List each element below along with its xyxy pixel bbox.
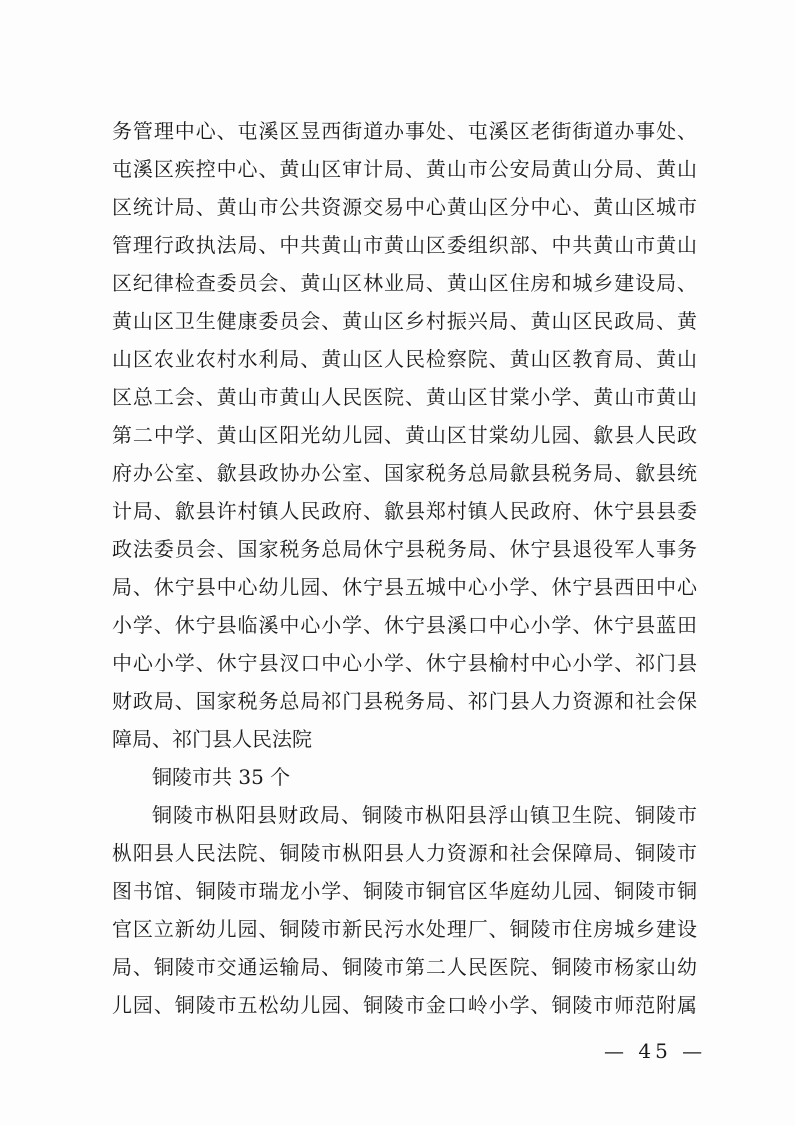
body-line: 山区农业农村水利局、黄山区人民检察院、黄山区教育局、黄山	[112, 347, 697, 371]
section-line: 图书馆、铜陵市瑞龙小学、铜陵市铜官区华庭幼儿园、铜陵市铜	[112, 879, 697, 903]
body-line: 小学、休宁县临溪中心小学、休宁县溪口中心小学、休宁县蓝田	[112, 613, 697, 637]
section-heading: 铜陵市共 35 个	[152, 765, 291, 789]
body-line: 区纪律检查委员会、黄山区林业局、黄山区住房和城乡建设局、	[112, 271, 697, 295]
body-line: 府办公室、歙县政协办公室、国家税务总局歙县税务局、歙县统	[112, 461, 697, 485]
section-line: 儿园、铜陵市五松幼儿园、铜陵市金口岭小学、铜陵市师范附属	[112, 993, 697, 1017]
body-line: 区统计局、黄山市公共资源交易中心黄山区分中心、黄山区城市	[112, 195, 697, 219]
body-line: 屯溪区疾控中心、黄山区审计局、黄山市公安局黄山分局、黄山	[112, 157, 697, 181]
body-line: 区总工会、黄山市黄山人民医院、黄山区甘棠小学、黄山市黄山	[112, 385, 697, 409]
body-line-last: 障局、祁门县人民法院	[112, 727, 312, 751]
body-line: 第二中学、黄山区阳光幼儿园、黄山区甘棠幼儿园、歙县人民政	[112, 423, 697, 447]
section-line: 局、铜陵市交通运输局、铜陵市第二人民医院、铜陵市杨家山幼	[112, 955, 697, 979]
page-number: — 45 —	[604, 1039, 707, 1063]
document-body	[112, 112, 697, 1024]
body-line: 务管理中心、屯溪区昱西街道办事处、屯溪区老街街道办事处、	[112, 119, 697, 143]
section-line-first: 铜陵市枞阳县财政局、铜陵市枞阳县浮山镇卫生院、铜陵市	[152, 803, 697, 827]
body-line: 政法委员会、国家税务总局休宁县税务局、休宁县退役军人事务	[112, 537, 697, 561]
body-line: 中心小学、休宁县汊口中心小学、休宁县榆村中心小学、祁门县	[112, 651, 697, 675]
body-line: 财政局、国家税务总局祁门县税务局、祁门县人力资源和社会保	[112, 689, 697, 713]
body-line: 黄山区卫生健康委员会、黄山区乡村振兴局、黄山区民政局、黄	[112, 309, 697, 333]
body-line: 计局、歙县许村镇人民政府、歙县郑村镇人民政府、休宁县县委	[112, 499, 697, 523]
body-line: 局、休宁县中心幼儿园、休宁县五城中心小学、休宁县西田中心	[112, 575, 697, 599]
body-line: 管理行政执法局、中共黄山市黄山区委组织部、中共黄山市黄山	[112, 233, 697, 257]
section-line: 枞阳县人民法院、铜陵市枞阳县人力资源和社会保障局、铜陵市	[112, 841, 697, 865]
section-line: 官区立新幼儿园、铜陵市新民污水处理厂、铜陵市住房城乡建设	[112, 917, 697, 941]
